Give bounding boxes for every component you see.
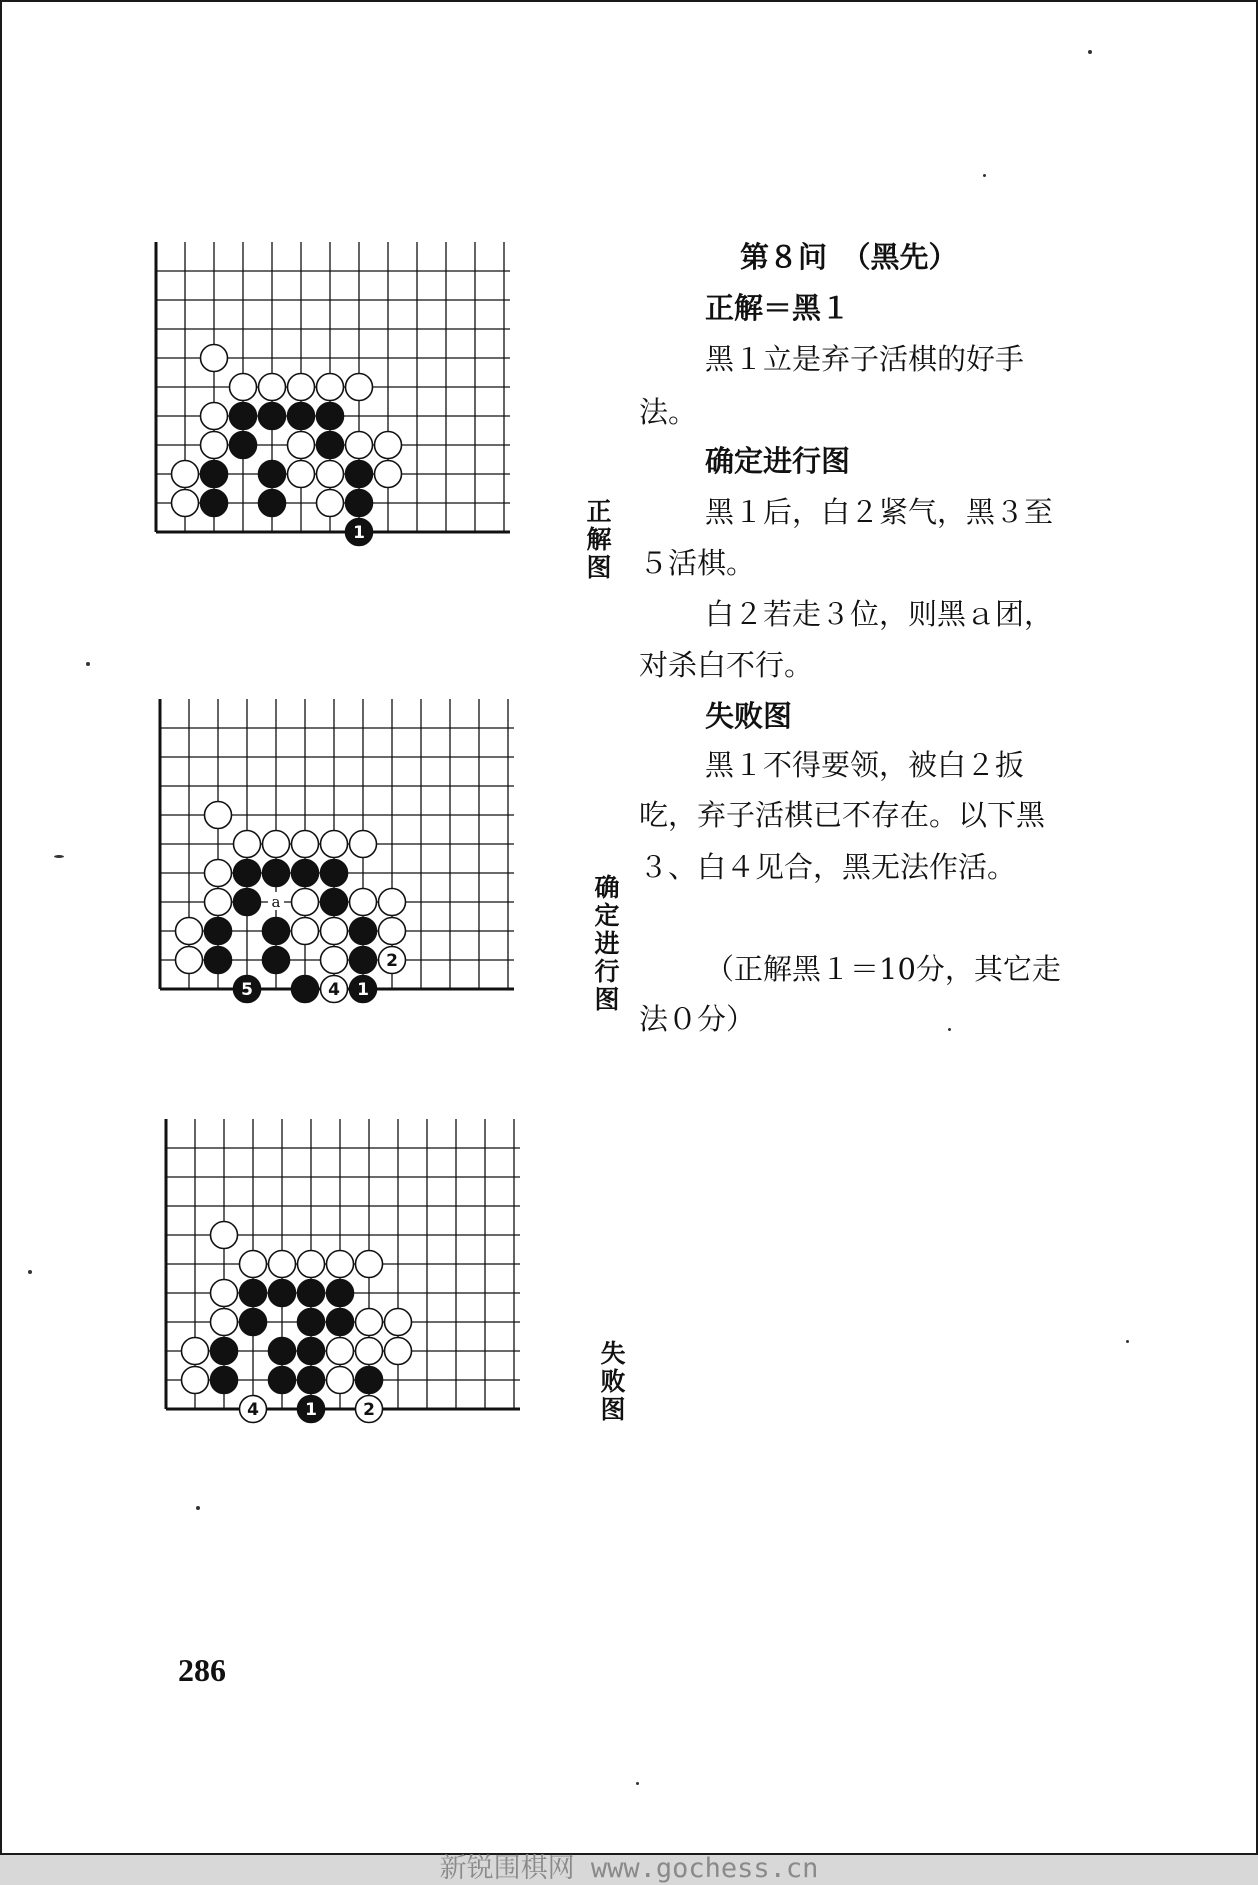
white-stone bbox=[327, 1338, 354, 1365]
white-stone bbox=[172, 461, 199, 488]
white-stone bbox=[269, 1251, 296, 1278]
black-stone bbox=[321, 889, 348, 916]
black-stone bbox=[298, 1338, 325, 1365]
white-stone bbox=[201, 432, 228, 459]
print-speck bbox=[28, 1270, 32, 1274]
page-number: 286 bbox=[178, 1652, 226, 1688]
label-char: 正 bbox=[586, 497, 612, 526]
label-char: 图 bbox=[586, 553, 612, 582]
black-stone bbox=[346, 490, 373, 517]
white-stone bbox=[317, 374, 344, 401]
white-stone bbox=[205, 802, 232, 829]
white-stone bbox=[321, 918, 348, 945]
go-board bbox=[148, 240, 568, 610]
white-stone bbox=[346, 432, 373, 459]
white-stone bbox=[321, 947, 348, 974]
black-stone bbox=[269, 1338, 296, 1365]
diagram-failure-label bbox=[596, 1340, 630, 1424]
print-speck bbox=[948, 1028, 951, 1031]
label-char: 失 bbox=[600, 1339, 626, 1368]
white-stone bbox=[288, 461, 315, 488]
white-stone bbox=[211, 1280, 238, 1307]
print-speck bbox=[86, 662, 90, 666]
white-stone bbox=[346, 374, 373, 401]
white-stone bbox=[259, 374, 286, 401]
paragraph-line: ５活棋。 bbox=[639, 546, 756, 580]
white-stone bbox=[375, 432, 402, 459]
white-stone bbox=[317, 490, 344, 517]
white-stone bbox=[375, 461, 402, 488]
label-char: 解 bbox=[586, 525, 612, 554]
diagram-confirmed-label bbox=[590, 874, 624, 1014]
black-stone bbox=[234, 860, 261, 887]
stone-move-number: 4 bbox=[328, 980, 340, 1000]
print-speck bbox=[1088, 50, 1092, 54]
diagram-confirmed-sequence bbox=[152, 697, 572, 1067]
label-char: 进 bbox=[594, 929, 620, 958]
white-stone bbox=[350, 889, 377, 916]
white-stone bbox=[292, 831, 319, 858]
white-stone bbox=[327, 1367, 354, 1394]
white-stone bbox=[327, 1251, 354, 1278]
black-stone bbox=[317, 403, 344, 430]
white-stone bbox=[172, 490, 199, 517]
white-stone bbox=[321, 831, 348, 858]
white-stone bbox=[201, 403, 228, 430]
white-stone bbox=[385, 1309, 412, 1336]
stone-move-number: 1 bbox=[353, 523, 365, 543]
scoring-line: （正解黑１＝10分，其它走 bbox=[705, 952, 1061, 986]
label-char: 图 bbox=[594, 985, 620, 1014]
black-stone bbox=[346, 461, 373, 488]
stone-move-number: 4 bbox=[247, 1400, 259, 1420]
print-speck bbox=[196, 1506, 200, 1510]
black-stone bbox=[263, 918, 290, 945]
paragraph-line: 黑１立是弃子活棋的好手 bbox=[705, 342, 1025, 376]
stone-move-number: 2 bbox=[386, 951, 398, 971]
print-speck bbox=[54, 855, 64, 858]
black-stone bbox=[211, 1338, 238, 1365]
label-char: 确 bbox=[594, 873, 620, 902]
black-stone bbox=[201, 490, 228, 517]
go-board bbox=[152, 697, 572, 1067]
paragraph-line: 黑１不得要领，被白２扳 bbox=[705, 748, 1025, 782]
paragraph-line: ３、白４见合，黑无法作活。 bbox=[639, 850, 1017, 884]
go-board bbox=[158, 1117, 578, 1487]
white-stone bbox=[292, 889, 319, 916]
print-speck bbox=[636, 1782, 639, 1785]
white-stone bbox=[379, 889, 406, 916]
white-stone bbox=[234, 831, 261, 858]
black-stone bbox=[205, 918, 232, 945]
white-stone bbox=[182, 1338, 209, 1365]
black-stone bbox=[321, 860, 348, 887]
white-stone bbox=[292, 918, 319, 945]
paragraph-line: 黑１后，白２紧气，黑３至 bbox=[705, 495, 1054, 529]
board-mark-label: a bbox=[271, 893, 281, 911]
black-stone bbox=[205, 947, 232, 974]
black-stone bbox=[234, 889, 261, 916]
white-stone bbox=[211, 1222, 238, 1249]
white-stone bbox=[356, 1251, 383, 1278]
black-stone bbox=[292, 976, 319, 1003]
black-stone bbox=[269, 1280, 296, 1307]
black-stone bbox=[259, 490, 286, 517]
label-char: 行 bbox=[594, 957, 620, 986]
paragraph-line: 法。 bbox=[639, 395, 698, 429]
black-stone bbox=[292, 860, 319, 887]
diagram-correct-label bbox=[582, 498, 616, 582]
scoring-line: 法０分） bbox=[639, 1002, 756, 1036]
print-speck bbox=[1126, 1340, 1129, 1343]
white-stone bbox=[317, 461, 344, 488]
white-stone bbox=[356, 1338, 383, 1365]
white-stone bbox=[385, 1338, 412, 1365]
fail-heading: 失败图 bbox=[705, 699, 793, 733]
white-stone bbox=[230, 374, 257, 401]
stone-move-number: 1 bbox=[357, 980, 369, 1000]
problem-title: 第８问 （黑先） bbox=[740, 240, 958, 274]
white-stone bbox=[240, 1251, 267, 1278]
black-stone bbox=[298, 1280, 325, 1307]
white-stone bbox=[298, 1251, 325, 1278]
white-stone bbox=[182, 1367, 209, 1394]
answer-line: 正解＝黑１ bbox=[705, 291, 851, 325]
white-stone bbox=[201, 345, 228, 372]
white-stone bbox=[288, 374, 315, 401]
white-stone bbox=[350, 831, 377, 858]
black-stone bbox=[263, 860, 290, 887]
black-stone bbox=[269, 1367, 296, 1394]
white-stone bbox=[205, 889, 232, 916]
black-stone bbox=[288, 403, 315, 430]
black-stone bbox=[298, 1367, 325, 1394]
paragraph-line: 对杀白不行。 bbox=[639, 648, 814, 682]
black-stone bbox=[240, 1309, 267, 1336]
black-stone bbox=[298, 1309, 325, 1336]
label-char: 败 bbox=[600, 1367, 626, 1396]
site-watermark: 新锐围棋网 www.gochess.cn bbox=[439, 1853, 819, 1884]
label-char: 图 bbox=[600, 1395, 626, 1424]
black-stone bbox=[317, 432, 344, 459]
white-stone bbox=[176, 918, 203, 945]
paragraph-line: 白２若走３位，则黑ａ团， bbox=[705, 597, 1054, 631]
stone-move-number: 1 bbox=[305, 1400, 317, 1420]
black-stone bbox=[327, 1280, 354, 1307]
white-stone bbox=[176, 947, 203, 974]
black-stone bbox=[350, 918, 377, 945]
black-stone bbox=[259, 461, 286, 488]
label-char: 定 bbox=[594, 901, 620, 930]
black-stone bbox=[356, 1367, 383, 1394]
black-stone bbox=[240, 1280, 267, 1307]
black-stone bbox=[230, 432, 257, 459]
black-stone bbox=[350, 947, 377, 974]
black-stone bbox=[327, 1309, 354, 1336]
paragraph-line: 吃，弃子活棋已不存在。以下黑 bbox=[639, 798, 1046, 832]
black-stone bbox=[259, 403, 286, 430]
black-stone bbox=[230, 403, 257, 430]
white-stone bbox=[379, 918, 406, 945]
white-stone bbox=[205, 860, 232, 887]
white-stone bbox=[288, 432, 315, 459]
black-stone bbox=[201, 461, 228, 488]
black-stone bbox=[211, 1367, 238, 1394]
confirm-heading: 确定进行图 bbox=[705, 444, 851, 478]
stone-move-number: 5 bbox=[241, 980, 253, 1000]
diagram-correct-solution bbox=[148, 240, 568, 610]
black-stone bbox=[263, 947, 290, 974]
stone-move-number: 2 bbox=[363, 1400, 375, 1420]
print-speck bbox=[983, 174, 986, 177]
diagram-failure bbox=[158, 1117, 578, 1487]
white-stone bbox=[211, 1309, 238, 1336]
white-stone bbox=[263, 831, 290, 858]
white-stone bbox=[356, 1309, 383, 1336]
